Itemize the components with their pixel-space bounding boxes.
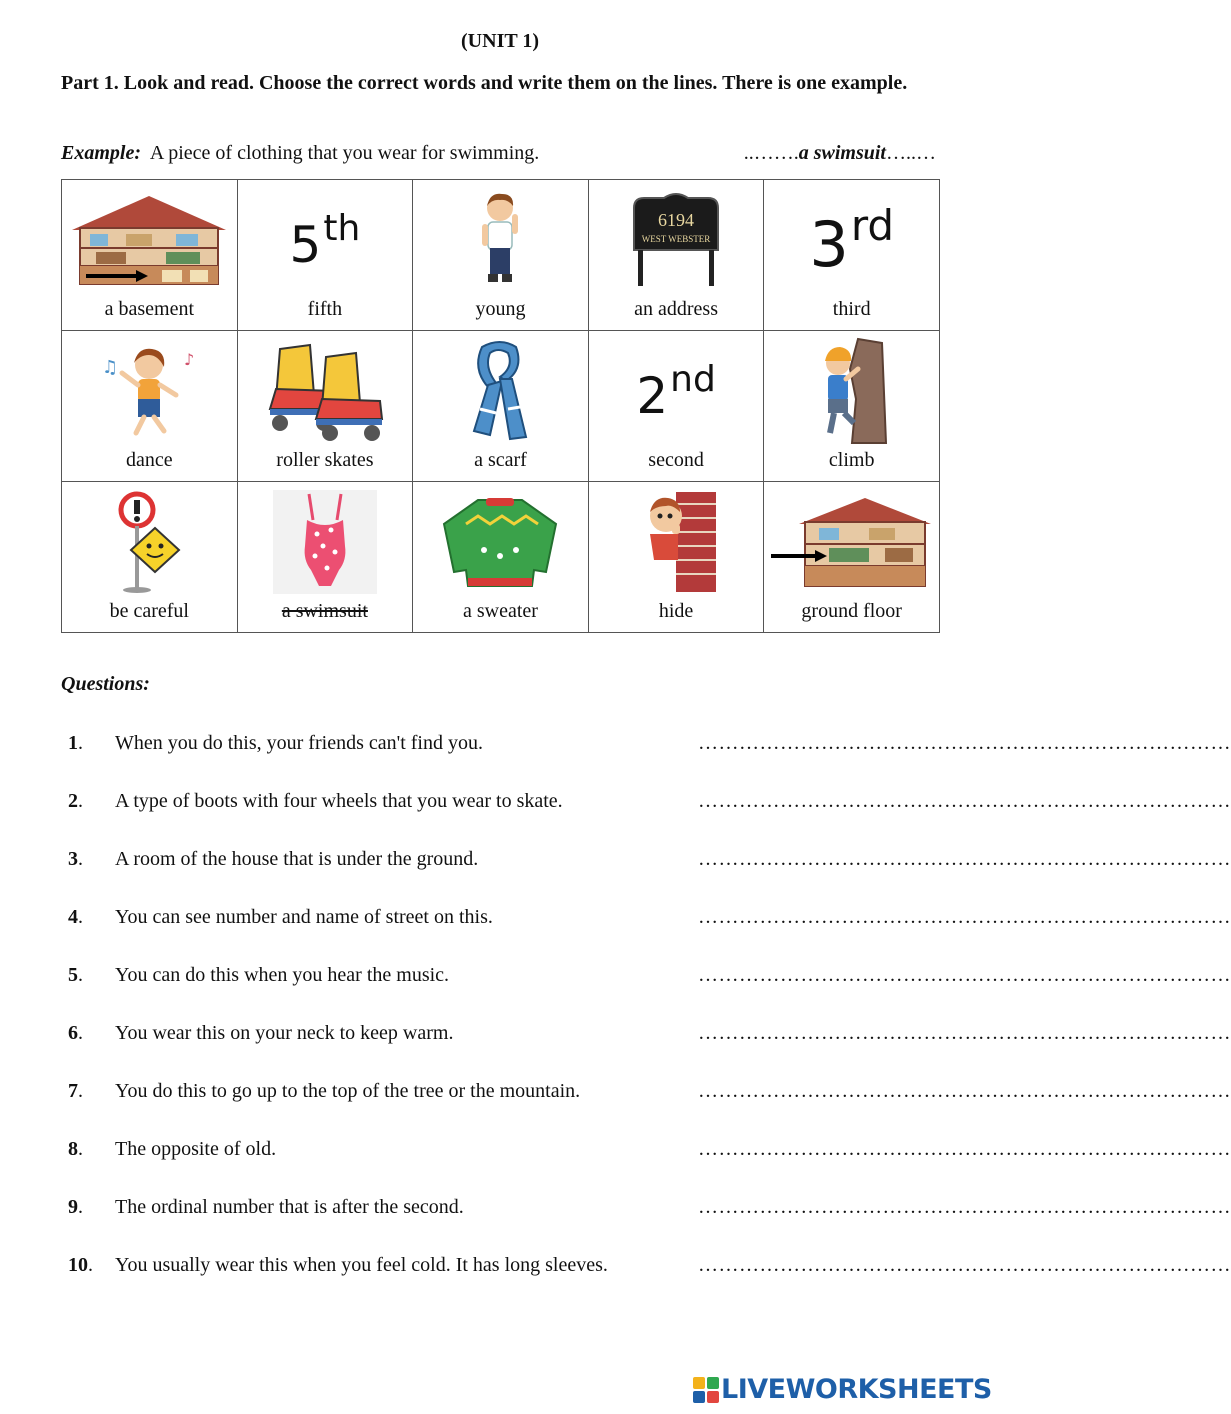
cell-word: dance: [125, 449, 173, 471]
question-row: [68, 964, 1231, 1022]
question-number: 8.: [68, 1138, 83, 1160]
answer-blank[interactable]: ……………………………………………………………………: [698, 1196, 1231, 1218]
cell-word: a basement: [104, 298, 194, 320]
ordinal-suffix: th: [323, 207, 361, 249]
grid-cell: [237, 180, 413, 331]
plaque-street: WEST WEBSTER: [641, 234, 711, 244]
answer-blank[interactable]: ……………………………………………………………………: [698, 1254, 1231, 1276]
example-lead-dots: ..…….: [743, 142, 799, 164]
question-text: You do this to go up to the top of the tree or the mountain.: [115, 1080, 581, 1102]
question-number: 4.: [68, 906, 83, 928]
question-number: 2.: [68, 790, 83, 812]
svg-text:♪: ♪: [184, 350, 195, 369]
cell-word: third: [832, 298, 871, 320]
question-text: You can see number and name of street on this.: [115, 906, 493, 928]
address-plaque-icon: [596, 190, 756, 290]
grid-cell: [413, 331, 589, 482]
answer-blank[interactable]: ……………………………………………………………………: [698, 906, 1231, 928]
ordinal-2nd-icon: [596, 341, 756, 441]
question-text: You usually wear this when you feel cold. It has long sleeves.: [115, 1254, 608, 1276]
ordinal-number: 2: [636, 366, 669, 425]
question-number: 7.: [68, 1080, 83, 1102]
young-boy-icon: [420, 190, 580, 290]
cell-word: be careful: [109, 600, 189, 622]
question-text: A type of boots with four wheels that you wear to skate.: [115, 790, 563, 812]
swimsuit-icon: [245, 492, 405, 592]
question-row: [68, 1254, 1231, 1312]
ordinal-number: 5: [289, 215, 322, 274]
instruction-text: Part 1. Look and read. Choose the correct words and write them on the lines. There is one example.: [61, 72, 908, 94]
question-row: [68, 1022, 1231, 1080]
example-label: Example:: [61, 142, 141, 164]
logo-mark-icon: [693, 1377, 719, 1403]
question-text: A room of the house that is under the ground.: [115, 848, 479, 870]
example-answer-word: a swimsuit: [798, 142, 886, 164]
hiding-boy-icon: [596, 492, 756, 592]
example-line: [61, 142, 940, 168]
picture-word-grid: [61, 179, 940, 633]
question-text: The ordinal number that is after the second.: [115, 1196, 464, 1218]
answer-blank[interactable]: ……………………………………………………………………: [698, 1138, 1231, 1160]
logo-text: LIVEWORKSHEETS: [721, 1374, 992, 1405]
question-number: 6.: [68, 1022, 83, 1044]
liveworksheets-logo[interactable]: [693, 1374, 992, 1405]
cell-word: ground floor: [801, 600, 902, 622]
answer-blank[interactable]: ……………………………………………………………………: [698, 964, 1231, 986]
example-answer: [744, 142, 936, 165]
cell-word: young: [475, 298, 526, 320]
question-row: [68, 1196, 1231, 1254]
grid-cell: [62, 180, 238, 331]
question-text: When you do this, your friends can't find you.: [115, 732, 483, 754]
roller-skates-icon: [245, 341, 405, 441]
grid-cell: [588, 331, 764, 482]
grid-cell: [588, 482, 764, 633]
plaque-number: 6194: [658, 210, 695, 230]
question-row: [68, 1080, 1231, 1138]
answer-blank[interactable]: ……………………………………………………………………: [698, 732, 1231, 754]
question-row: [68, 790, 1231, 848]
grid-cell: [764, 180, 940, 331]
questions-heading: Questions:: [61, 673, 150, 695]
cell-word: an address: [634, 298, 718, 320]
scarf-icon: [420, 341, 580, 441]
cell-word: climb: [828, 449, 875, 471]
question-number: 10.: [68, 1254, 93, 1276]
question-number: 5.: [68, 964, 83, 986]
caution-sign-icon: [69, 492, 229, 592]
cell-word: a scarf: [474, 449, 527, 471]
question-text: You wear this on your neck to keep warm.: [115, 1022, 454, 1044]
grid-cell: [237, 331, 413, 482]
questions-list: [68, 732, 1231, 1312]
grid-cell: [413, 180, 589, 331]
cell-word: roller skates: [276, 449, 374, 471]
question-number: 9.: [68, 1196, 83, 1218]
grid-cell: [62, 331, 238, 482]
question-row: [68, 1138, 1231, 1196]
unit-title: (UNIT 1): [461, 30, 539, 52]
ordinal-3rd-icon: [772, 190, 932, 290]
question-number: 1.: [68, 732, 83, 754]
cell-word: hide: [658, 600, 694, 622]
house-ground-floor-icon: [772, 492, 932, 592]
question-text: The opposite of old.: [115, 1138, 277, 1160]
dancing-girl-icon: [69, 341, 229, 441]
grid-cell: [588, 180, 764, 331]
question-number: 3.: [68, 848, 83, 870]
ordinal-suffix: rd: [850, 200, 895, 250]
answer-blank[interactable]: ……………………………………………………………………: [698, 1022, 1231, 1044]
ordinal-number: 3: [809, 207, 849, 281]
house-basement-icon: [69, 190, 229, 290]
question-row: [68, 906, 1231, 964]
cell-word: a sweater: [463, 600, 538, 622]
svg-text:♫: ♫: [102, 357, 119, 378]
question-text: You can do this when you hear the music.: [115, 964, 450, 986]
ordinal-suffix: nd: [670, 358, 716, 400]
example-text: A piece of clothing that you wear for swimming.: [149, 142, 540, 164]
ordinal-5th-icon: [245, 190, 405, 290]
answer-blank[interactable]: ……………………………………………………………………: [698, 1080, 1231, 1102]
cell-word: second: [648, 449, 704, 471]
sweater-icon: [420, 492, 580, 592]
cell-word: fifth: [307, 298, 343, 320]
grid-cell: [62, 482, 238, 633]
answer-blank[interactable]: ……………………………………………………………………: [698, 790, 1231, 812]
question-row: [68, 848, 1231, 906]
example-tail-dots: …..…: [886, 142, 936, 164]
grid-cell: [764, 331, 940, 482]
grid-cell: [237, 482, 413, 633]
grid-cell: [413, 482, 589, 633]
grid-cell: [764, 482, 940, 633]
climbing-boy-icon: [772, 341, 932, 441]
question-row: [68, 732, 1231, 790]
answer-blank[interactable]: ……………………………………………………………………: [698, 848, 1231, 870]
cell-word: a swimsuit: [281, 600, 368, 622]
